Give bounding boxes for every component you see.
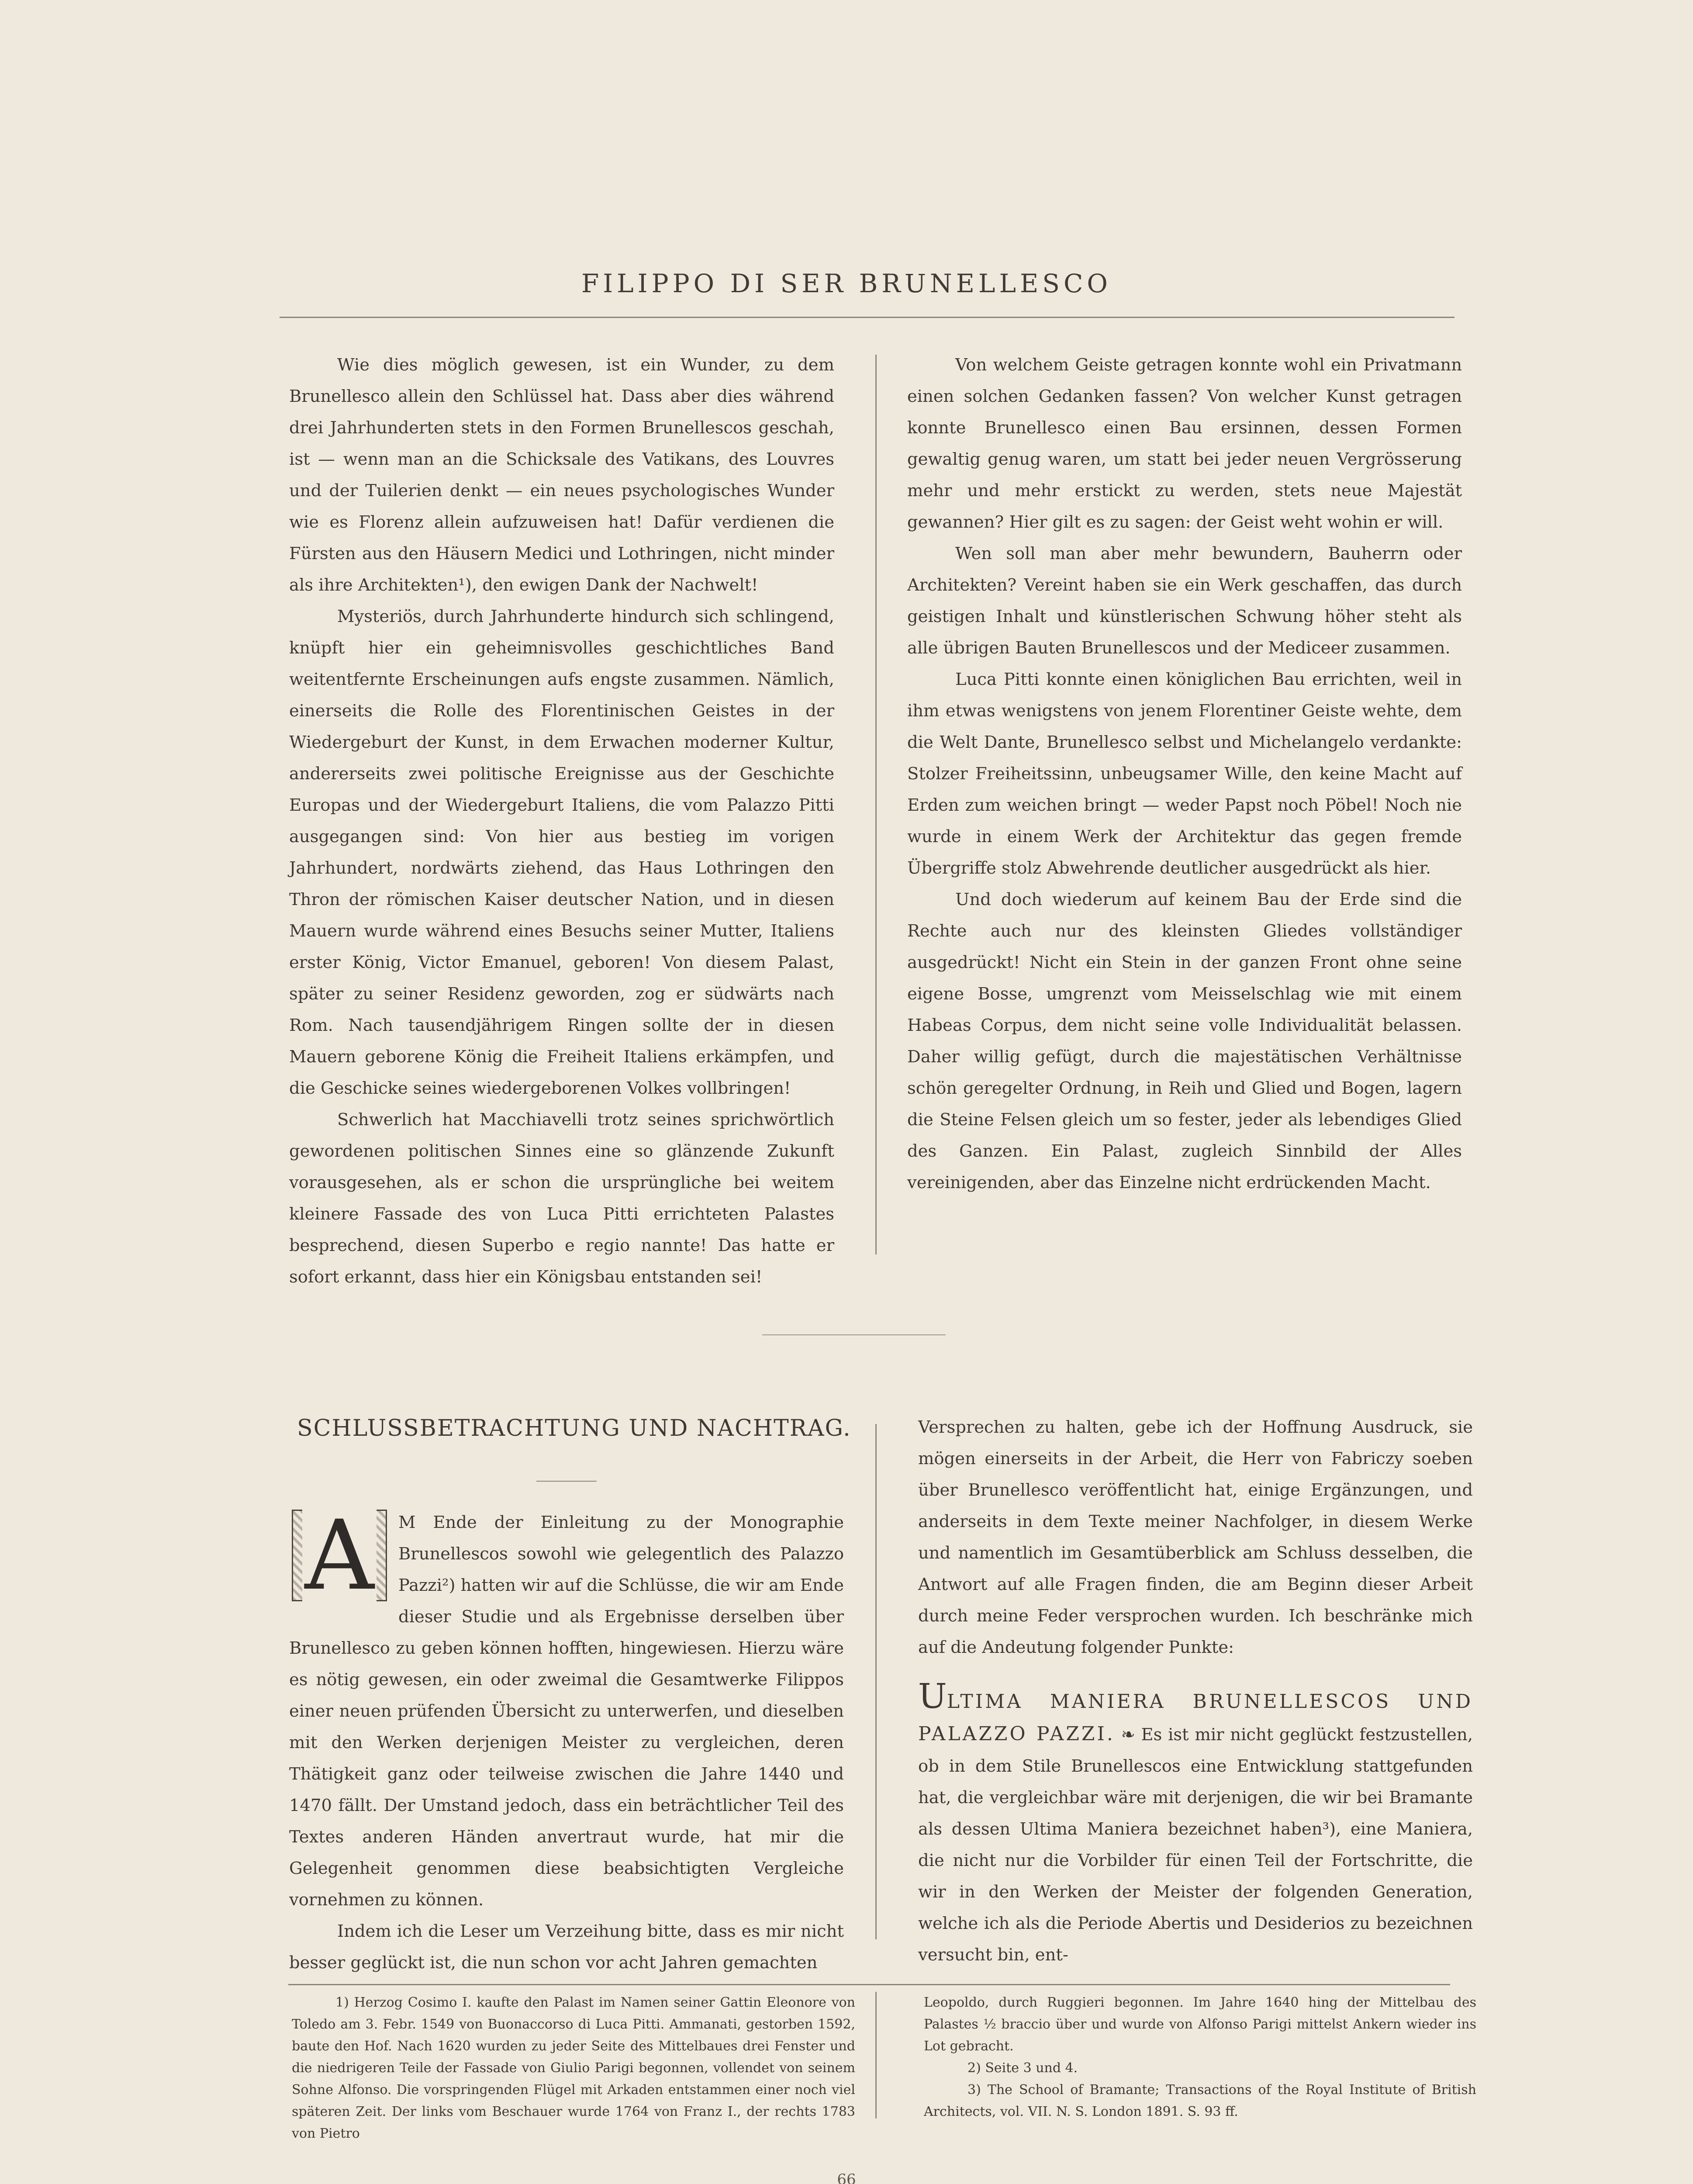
heading-initial: U <box>918 1677 947 1716</box>
paragraph: Wen soll man aber mehr bewundern, Bauherrn oder Architekten? Vereint haben sie ein Werk geschaffen, das durch geistigen Inhalt und künstlerischen Schwung höher steht als alle übrigen Bauten Brunellescos und der Mediceer zusammen. <box>907 544 1462 658</box>
column-divider <box>875 1424 877 1939</box>
section-title: SCHLUSSBETRACHTUNG UND NACHTRAG. <box>297 1415 851 1441</box>
paragraph-text: Es ist mir nicht geglückt festzustellen, ob in dem Stile Brunellescos eine Entwicklung stattgefunden hat, die vergleichbar wäre mit derjenigen, die wir bei Bramante als dessen Ultima Maniera bezeichnet haben³), eine Maniera, die nicht nur die Vorbilder für einen Teil der Fortschritte, die wir in den Werken der Meister der folgenden Generation, welche ich als die Periode Abertis und Desiderios zu bezeichnen versucht bin, ent- <box>918 1725 1473 1965</box>
paragraph: Indem ich die Leser um Verzeihung bitte, dass es mir nicht besser geglückt ist, die nun schon vor acht Jahren gemachten <box>289 1921 844 1973</box>
section-title-rule <box>536 1481 597 1482</box>
footnote-rule <box>288 1984 1450 1985</box>
footnotes-left <box>292 1992 855 2145</box>
paragraph: Luca Pitti konnte einen königlichen Bau errichten, weil in ihm etwas wenigstens von jenem Florentiner Geiste wehte, dem die Welt Dante, Brunellesco selbst und Michelangelo verdankte: Stolzer Freiheitssinn, unbeugsamer Wille, den keine Macht auf Erden zum weichen bringt — weder Papst noch Pöbel! Noch nie wurde in einem Werk der Architektur das gegen fremde Übergriffe stolz Abwehrende deutlicher ausgedrückt als hier. <box>907 670 1462 878</box>
subsection-heading: LTIMA MANIERA BRUNELLESCOS UND PALAZZO PAZZI. <box>918 1690 1473 1745</box>
page-number: 66 <box>837 2171 856 2184</box>
paragraph <box>918 1677 1473 1971</box>
column-divider <box>875 355 877 1254</box>
ornament-icon: ❧ <box>1121 1725 1135 1745</box>
paragraph-text: M Ende der Einleitung zu der Monographie Brunellescos sowohl wie gelegentlich des Palazzo Pazzi²) hatten wir auf die Schlüsse, die wir am Ende dieser Studie und als Ergebnisse derselben über Brunellesco zu geben können hofften, hingewiesen. Hierzu wäre es nötig gewesen, ein oder zweimal die Gesamtwerke Filippos einer neuen prüfenden Übersicht zu unterwerfen, und dieselben mit den Werken derjenigen Meister zu vergleichen, deren Thätigkeit ganz oder teilweise zwischen die Jahre 1440 und 1470 fällt. Der Umstand jedoch, dass ein beträchtlicher Teil des Textes anderen Händen anvertraut wurde, hat mir die Gelegenheit genommen diese beabsichtigten Vergleiche vornehmen zu können. <box>289 1513 844 1910</box>
upper-right-column <box>907 349 1462 1199</box>
paragraph: Versprechen zu halten, gebe ich der Hoffnung Ausdruck, sie mögen einerseits in der Arbeit, die Herr von Fabriczy soeben über Brunellesco veröffentlicht hat, einige Ergänzungen, und anderseits in dem Texte meiner Nachfolger, in diesem Werke und namentlich im Gesamtüberblick am Schluss desselben, die Antwort auf alle Fragen finden, die am Beginn dieser Arbeit durch meine Feder versprochen wurden. Ich beschränke mich auf die Andeutung folgender Punkte: <box>918 1417 1473 1657</box>
upper-left-column <box>289 349 834 1293</box>
paragraph: Schwerlich hat Macchiavelli trotz seines sprichwörtlich gewordenen politischen Sinnes eine so glänzende Zukunft vorausgesehen, als er schon die ursprüngliche bei weitem kleinere Fassade des von Luca Pitti errichteten Palastes besprechend, diesen Superbo e regio nannte! Das hatte er sofort erkannt, dass hier ein Königsbau entstanden sei! <box>289 1110 834 1287</box>
footnotes-right <box>924 1992 1476 2123</box>
paragraph: Mysteriös, durch Jahrhunderte hindurch sich schlingend, knüpft hier ein geheimnisvolles geschichtliches Band weitentfernte Erscheinungen aufs engste zusammen. Nämlich, einerseits die Rolle des Florentinischen Geistes in der Wiedergeburt der Kunst, in dem Erwachen moderner Kultur, andererseits zwei politische Ereignisse aus der Geschichte Europas und der Wiedergeburt Italiens, die vom Palazzo Pitti ausgegangen sind: Von hier aus bestieg im vorigen Jahrhundert, nordwärts ziehend, das Haus Lothringen den Thron der römischen Kaiser deutscher Nation, und in diesen Mauern wurde während eines Besuchs seiner Mutter, Italiens erster König, Victor Emanuel, geboren! Von diesem Palast, später zu seiner Residenz geworden, zog er südwärts nach Rom. Nach tausendjährigem Ringen sollte der in diesen Mauern geborene König die Freiheit Italiens erkämpfen, und die Geschicke seines wiedergeborenen Volkes vollbringen! <box>289 607 834 1098</box>
paragraph: Wie dies möglich gewesen, ist ein Wunder, zu dem Brunellesco allein den Schlüssel hat. Dass aber dies während drei Jahrhunderten stets in den Formen Brunellescos geschah, ist — wenn man an die Schicksale des Vatikans, des Louvres und der Tuilerien denkt — ein neues psychologisches Wunder wie es Florenz allein aufzuweisen hat! Dafür verdienen die Fürsten aus den Häusern Medici und Lothringen, nicht minder als ihre Architekten¹), den ewigen Dank der Nachwelt! <box>289 355 834 595</box>
header-rule <box>280 317 1455 318</box>
footnote-divider <box>875 1992 877 2118</box>
footnote: Leopoldo, durch Ruggieri begonnen. Im Jahre 1640 hing der Mittelbau des Palastes ½ braccio über und wurde von Alfonso Parigi mittelst Ankern wieder ins Lot gebracht. <box>924 1995 1476 2054</box>
paragraph: Von welchem Geiste getragen konnte wohl ein Privatmann einen solchen Gedanken fassen? Von welcher Kunst getragen konnte Brunellesco einen Bau ersinnen, dessen Formen gewaltig genug waren, um statt bei jeder neuen Vergrösserung mehr und mehr erstickt zu werden, stets neue Majestät gewannen? Hier gilt es zu sagen: der Geist weht wohin er will. <box>907 355 1462 532</box>
footnote: 3) The School of Bramante; Transactions of the Royal Institute of British Architects, vol. VII. N. S. London 1891. S. 93 ff. <box>924 2082 1476 2119</box>
initial-spacer <box>289 1507 398 1602</box>
footnote: 1) Herzog Cosimo I. kaufte den Palast im Namen seiner Gattin Eleonore von Toledo am 3. Febr. 1549 von Buonaccorso di Luca Pitti. Ammanati, gestorben 1592, baute den Hof. Nach 1620 wurden zu jeder Seite des Mittelbaues drei Fenster und die niedrigeren Teile der Fassade von Giulio Parigi begonnen, vollendet von seinem Sohne Alfonso. Die vorspringenden Flügel mit Arkaden entstammen einer noch viel späteren Zeit. Der links vom Beschauer wurde 1764 von Franz I., der rechts 1783 von Pietro <box>292 1995 855 2141</box>
footnote: 2) Seite 3 und 4. <box>967 2060 1078 2076</box>
lower-right-column <box>918 1412 1473 1971</box>
section-separator <box>762 1334 946 1335</box>
initial-letter: A <box>302 1507 377 1603</box>
running-header: FILIPPO DI SER BRUNELLESCO <box>581 269 1112 298</box>
lower-left-column <box>289 1507 844 1979</box>
paragraph <box>289 1507 844 1916</box>
paragraph: Und doch wiederum auf keinem Bau der Erde sind die Rechte auch nur des kleinsten Gliedes vollständiger ausgedrückt! Nicht ein Stein in der ganzen Front ohne seine eigene Bosse, umgrenzt vom Meisselschlag wie mit einem Habeas Corpus, dem nicht seine volle Individualität belassen. Daher willig gefügt, durch die majestätischen Verhältnisse schön geregelter Ordnung, in Reih und Glied und Bogen, lagern die Steine Felsen gleich um so fester, jeder als lebendiges Glied des Ganzen. Ein Palast, zugleich Sinnbild der Alles vereinigenden, aber das Einzelne nicht erdrückenden Macht. <box>907 890 1462 1192</box>
